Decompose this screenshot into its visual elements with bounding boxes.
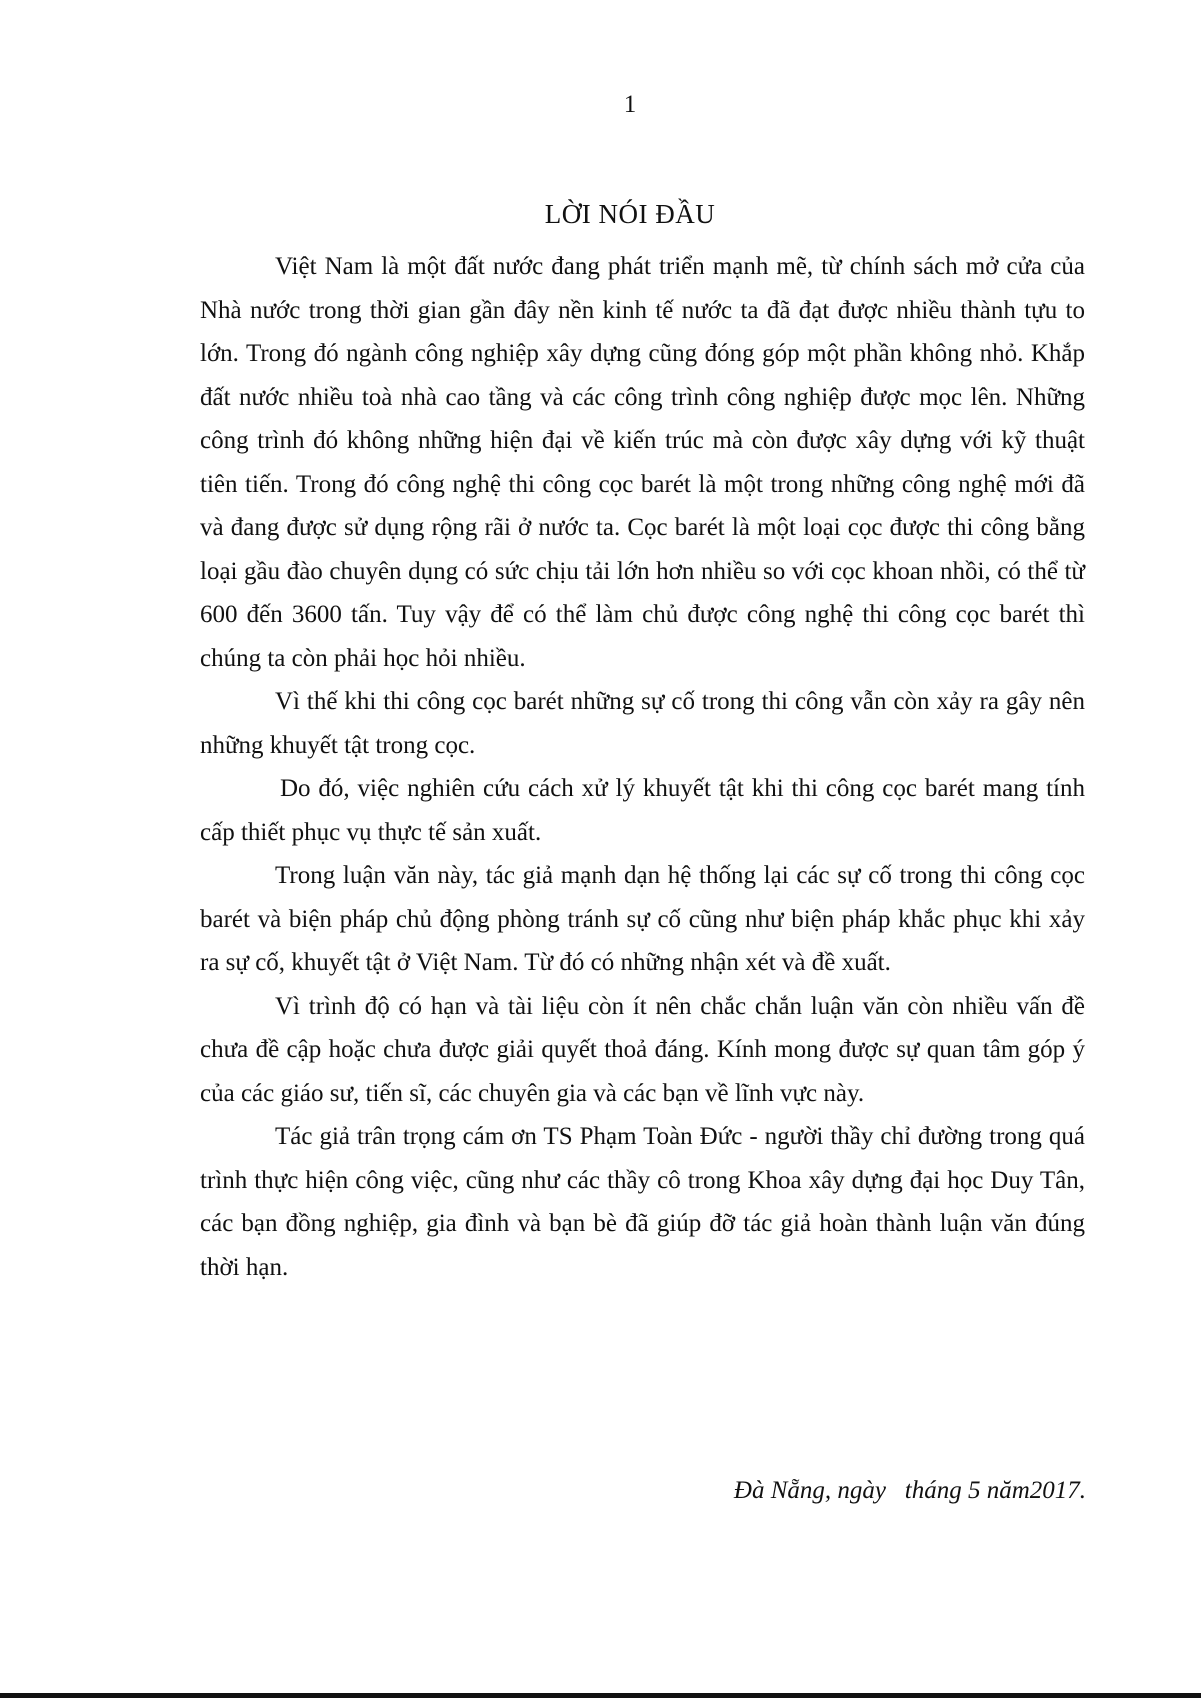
paragraph-thesis-scope: Trong luận văn này, tác giả mạnh dạn hệ thống lại các sự cố trong thi công cọc barét và biện pháp chủ động phòng tránh sự cố cũng như biện pháp khắc phục khi xảy ra sự cố, khuyết tật ở Việt Nam. Từ đó có những nhận xét và đề xuất. (200, 862, 1085, 976)
page-bottom-border (0, 1693, 1201, 1698)
page-heading: LỜI NÓI ĐẦU (544, 199, 716, 229)
date-signature: Đà Nẵng, ngày tháng 5 năm2017. (733, 1477, 1086, 1504)
page-number: 1 (623, 91, 637, 118)
paragraph-research-need: Do đó, việc nghiên cứu cách xử lý khuyết tật khi thi công cọc barét mang tính cấp thiết phục vụ thực tế sản xuất. (200, 775, 1085, 846)
document-body (200, 245, 1085, 1289)
paragraph-limitations: Vì trình độ có hạn và tài liệu còn ít nên chắc chắn luận văn còn nhiều vấn đề chưa đề cập hoặc chưa được giải quyết thoả đáng. Kính mong được sự quan tâm góp ý của các giáo sư, tiến sĩ, các chuyên gia và các bạn về lĩnh vực này. (200, 992, 1085, 1107)
paragraph-acknowledgements: Tác giả trân trọng cám ơn TS Phạm Toàn Đức - người thầy chỉ đường trong quá trình thực hiện công việc, cũng như các thầy cô trong Khoa xây dựng đại học Duy Tân, các bạn đồng nghiệp, gia đình và bạn bè đã giúp đỡ tác giả hoàn thành luận văn đúng thời hạn. (200, 1123, 1085, 1281)
paragraph-defects: Vì thế khi thi công cọc barét những sự cố trong thi công vẫn còn xảy ra gây nên những khuyết tật trong cọc. (200, 688, 1085, 759)
paragraph-intro: Việt Nam là một đất nước đang phát triển mạnh mẽ, từ chính sách mở cửa của Nhà nước trong thời gian gần đây nền kinh tế nước ta đã đạt được nhiều thành tựu to lớn. Trong đó ngành công nghiệp xây dựng cũng đóng góp một phần không nhỏ. Khắp đất nước nhiều toà nhà cao tầng và các công trình công nghiệp được mọc lên. Những công trình đó không những hiện đại về kiến trúc mà còn được xây dựng với kỹ thuật tiên tiến. Trong đó công nghệ thi công cọc barét là một trong những công nghệ mới đã và đang được sử dụng rộng rãi ở nước ta. Cọc barét là một loại cọc được thi công bằng loại gầu đào chuyên dụng có sức chịu tải lớn hơn nhiều so với cọc khoan nhồi, có thể từ 600 đến 3600 tấn. Tuy vậy để có thể làm chủ được công nghệ thi công cọc barét thì chúng ta còn phải học hỏi nhiều. (200, 253, 1085, 672)
